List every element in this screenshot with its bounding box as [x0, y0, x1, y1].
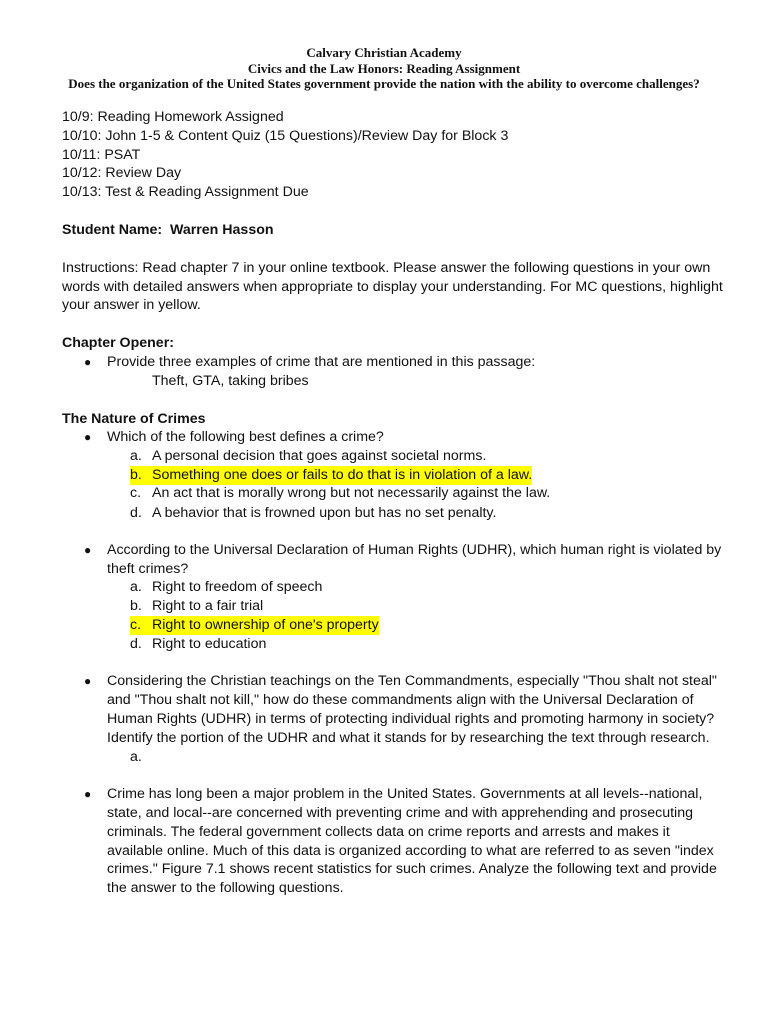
- question-text: theft crimes?: [107, 561, 189, 577]
- option-text: Right to a fair trial: [152, 598, 264, 614]
- answer-text: Theft, GTA, taking bribes: [152, 373, 309, 389]
- question-text: According to the Universal Declaration of Human Rights (UDHR), which human right is violated by: [107, 542, 722, 558]
- option-text: Something one does or fails to do that is in violation of a law.: [152, 467, 533, 483]
- paragraph-line: crimes." Figure 7.1 shows recent statistics for such crimes. Analyze the following text and provide: [107, 861, 717, 877]
- option-text: An act that is morally wrong but not necessarily against the law.: [152, 485, 551, 501]
- school-title: Calvary Christian Academy: [306, 45, 462, 60]
- schedule-item: 10/9: Reading Homework Assigned: [62, 109, 284, 125]
- option-marker: d.: [130, 505, 142, 521]
- instructions-line: words with detailed answers when appropriate to display your understanding. For MC questions, highlight: [62, 279, 723, 295]
- paragraph-line: available online. Much of this data is organized according to what are referred to as seven "index: [107, 843, 714, 859]
- option-text: Right to ownership of one's property: [152, 617, 379, 633]
- student-name-row: [62, 221, 274, 240]
- schedule-item: 10/11: PSAT: [62, 147, 141, 163]
- option-text: A behavior that is frowned upon but has no set penalty.: [152, 505, 497, 521]
- selected-answer-highlight: [130, 616, 379, 635]
- section-heading: The Nature of Crimes: [62, 411, 206, 427]
- student-name-label: Student Name:: [62, 222, 163, 238]
- essential-question: Does the organization of the United States government provide the nation with the ability to overcome challenges?: [68, 76, 700, 91]
- option-text: Right to freedom of speech: [152, 579, 323, 595]
- schedule-item: 10/10: John 1-5 & Content Quiz (15 Questions)/Review Day for Block 3: [62, 128, 509, 144]
- paragraph-line: Crime has long been a major problem in the United States. Governments at all levels--national,: [107, 786, 703, 802]
- question-text: Identify the portion of the UDHR and what it stands for by researching the text through research.: [107, 730, 710, 746]
- option-marker: a.: [130, 448, 142, 464]
- student-name-value: Warren Hasson: [170, 222, 274, 238]
- option-text: A personal decision that goes against societal norms.: [152, 448, 487, 464]
- question-text: Provide three examples of crime that are mentioned in this passage:: [107, 354, 536, 370]
- paragraph-line: criminals. The federal government collects data on crime reports and arrests and makes it: [107, 824, 670, 840]
- instructions-line: Instructions: Read chapter 7 in your online textbook. Please answer the following questions in your own: [62, 260, 711, 276]
- instructions-line: your answer in yellow.: [62, 297, 201, 313]
- bullet-icon: ●: [84, 543, 92, 557]
- question-text: Human Rights (UDHR) in terms of protecting individual rights and promoting harmony in society?: [107, 711, 715, 727]
- option-marker: d.: [130, 636, 142, 652]
- question-text: Considering the Christian teachings on the Ten Commandments, especially "Thou shalt not steal": [107, 673, 717, 689]
- option-marker: c.: [130, 485, 142, 501]
- option-marker: a.: [130, 579, 142, 595]
- schedule-item: 10/12: Review Day: [62, 165, 182, 181]
- selected-answer-highlight: [130, 466, 532, 485]
- chapter-opener-heading: Chapter Opener:: [62, 335, 174, 351]
- question-text: and "Thou shalt not kill," how do these commandments align with the Universal Declaration of: [107, 692, 694, 708]
- bullet-icon: ●: [84, 787, 92, 801]
- paragraph-line: state, and local--are concerned with preventing crime and with apprehending and prosecuting: [107, 805, 693, 821]
- course-title: Civics and the Law Honors: Reading Assignment: [247, 61, 521, 76]
- question-text: Which of the following best defines a crime?: [107, 429, 384, 445]
- paragraph-line: the answer to the following questions.: [107, 880, 344, 896]
- bullet-icon: ●: [84, 674, 92, 688]
- option-text: Right to education: [152, 636, 267, 652]
- option-marker: b.: [130, 467, 142, 483]
- schedule-item: 10/13: Test & Reading Assignment Due: [62, 184, 309, 200]
- bullet-icon: ●: [84, 430, 92, 444]
- answer-marker: a.: [130, 749, 142, 765]
- bullet-icon: ●: [84, 355, 92, 369]
- option-marker: c.: [130, 617, 142, 633]
- option-marker: b.: [130, 598, 142, 614]
